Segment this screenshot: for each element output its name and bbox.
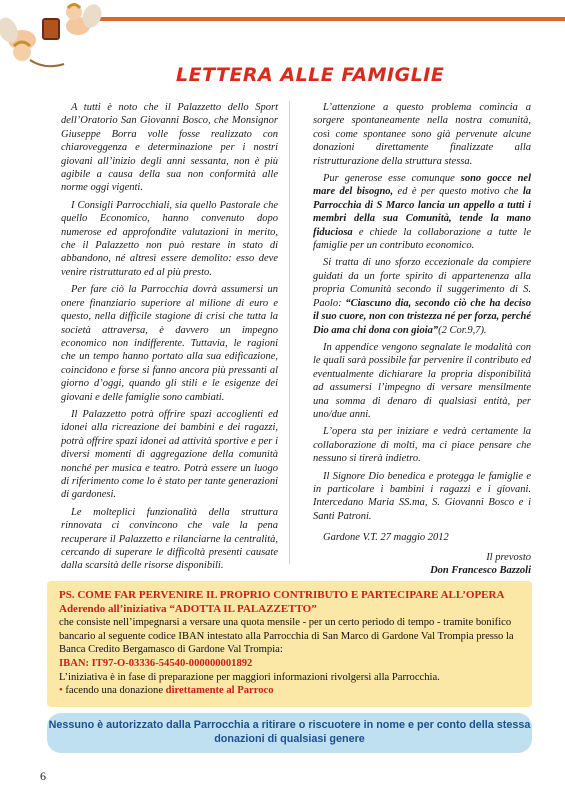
notice-box: Nessuno è autorizzato dalla Parrocchia a ritirare o riscuotere in nome e per conto della stessa donazioni di qualsiasi genere	[47, 713, 532, 753]
column-divider	[289, 101, 290, 564]
cherub-ornament-icon	[0, 0, 110, 90]
ps-box	[47, 581, 532, 707]
donation-text: facendo una donazione	[62, 685, 166, 697]
page-number: 6	[40, 769, 46, 783]
quote: “Ciascuno dia, secondo ciò che ha deciso il suo cuore, non con tristezza né per forza, perché Dio ama chi dona con gioia”	[313, 297, 532, 336]
paragraph: Per fare ciò la Parrocchia dovrà assumersi un onere finanziario superiore al milione di euro e questo, nella difficile stagione di crisi che tutta la società attraversa, è davvero un impegno economico non indifferente. Tuttavia, le ragioni che un tempo hanno portato alla sua edificazione, coincidono e forse si fanno ancora più pressanti al giorno d’oggi, quando gli stili e le esigenze dei giovani e delle famiglie sono cambiati.	[61, 284, 278, 403]
letter-date: Gardone V.T. 27 maggio 2012	[323, 532, 449, 544]
signer-role: Il prevosto	[486, 551, 531, 563]
ps-heading: PS. COME FAR PERVENIRE IL PROPRIO CONTRIBUTO E PARTECIPARE ALL’OPERA	[59, 589, 505, 601]
paragraph: Il Signore Dio benedica e protegga le famiglie e in particolare i bambini i ragazzi e i giovani. Intercedano Maria SS.ma, S. Giovanni Bosco e i Santi Patroni.	[313, 470, 531, 522]
paragraph: L’attenzione a questo problema comincia a sorgere spontaneamente nella nostra comunità, così come spontanee sono già pervenute alcune donazioni direttamente finalizzate alla ristrutturazione della struttura stessa.	[313, 102, 531, 167]
citation: (2 Cor.9,7).	[438, 324, 487, 336]
text: e chiede la collaborazione a tutte le famiglie per un contributo economico.	[313, 226, 531, 252]
emphasis: sono gocce nel mare del bisogno,	[313, 173, 531, 198]
paragraph	[313, 172, 531, 252]
paragraph: L’opera sta per iniziare e vedrà certamente la collaborazione di molti, ma ci piace pensare che nessuno si tirerà indietro.	[313, 426, 531, 465]
paragraph: A tutti è noto che il Palazzetto dello Sport dell’Oratorio San Giovanni Bosco, che Monsignor Giuseppe Borra volle fosse realizzato con chiaroveggenza e determinazione per i nostri giovani all’inizio degli anni sessanta, non è più agibile a causa della sua non conformità alle norme oggi vigenti.	[61, 102, 278, 194]
donation-line	[59, 684, 522, 698]
text: Si tratta di uno sforzo eccezionale da compiere guidati da un forte spirito di appartenenza alla propria Comunità secondo il suggerimento di S. Paolo:	[313, 257, 531, 309]
donation-emphasis: direttamente al Parroco	[165, 685, 274, 697]
iban-code: IBAN: IT97-O-03336-54540-000000001892	[59, 657, 253, 669]
text: Pur generose esse comunque	[323, 173, 461, 185]
page-title: LETTERA ALLE FAMIGLIE	[176, 64, 445, 86]
signer-name: Don Francesco Bazzoli	[430, 565, 531, 576]
text: ed è per questo motivo che	[393, 186, 523, 198]
paragraph: I Consigli Parrocchiali, sia quello Pastorale che quello Economico, hanno convenuto dopo numerose ed approfondite valutazioni in merito, che il Palazzetto non può restare in stato di abbandono, né altresì essere demolito: esso deve venire ristrutturato ed al più presto.	[61, 199, 278, 278]
left-column	[61, 101, 278, 577]
ps-body: che consiste nell’impegnarsi a versare una quota mensile - per un certo periodo di tempo - tramite bonifico bancario al seguente codice IBAN intestato alla Parrocchia di San Marco di Gardone Val Trompia presso la Banca Credito Bergamasco di Gardone Val Trompia:	[59, 617, 514, 656]
paragraph: In appendice vengono segnalate le modalità con le quali sarà possibile far pervenire il contributo ed eventualmente dichiarare la propria disponibilità ad assumersi l’impegno di versare mensilmente una somma di denaro di qualsiasi entità, per uno/due anni.	[313, 341, 531, 420]
ps-subheading: Aderendo all’iniziativa “ADOTTA IL PALAZZETTO”	[59, 602, 317, 615]
header-rule	[90, 17, 565, 21]
right-column	[313, 101, 531, 577]
ps-note: L’iniziativa è in fase di preparazione per maggiori informazioni rivolgersi alla Parrocchia.	[59, 671, 440, 683]
emphasis: la Parrocchia di S Marco lancia un appello a tutti i membri della sua Comunità, tende la mano fiduciosa	[313, 186, 531, 238]
paragraph: Le molteplici funzionalità della struttura rinnovata ci convincono che vale la pena recuperare il Palazzetto e rilanciarne la centralità, cercando di superare le difficoltà presenti causate dalla scarsità delle risorse disponibili.	[61, 506, 278, 572]
paragraph	[313, 256, 531, 336]
paragraph: Il Palazzetto potrà offrire spazi accoglienti ed idonei alla ricreazione dei bambini e dei ragazzi, potrà offrire spazi idonei ad attività sportive e per i diversi momenti di aggregazione della comunità nonché per musica e teatro. Potrà essere un luogo di riferimento come lo è stato per tante generazioni di gardonesi.	[61, 408, 278, 501]
bullet-icon: •	[59, 685, 63, 697]
